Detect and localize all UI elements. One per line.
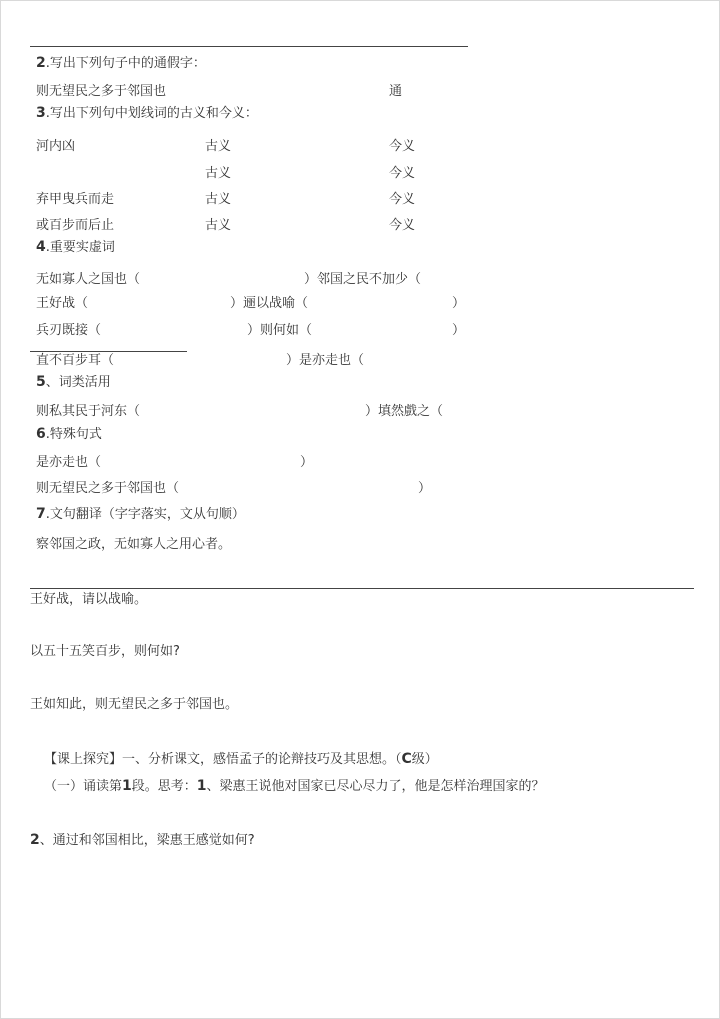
gujin-phrase: 或百步而后止 (36, 218, 115, 233)
gujin-gu-label: 古义 (205, 192, 232, 207)
section-7-heading (36, 505, 245, 524)
word-item: 则私其民于河东（ (36, 404, 141, 419)
q1-text: 、梁惠王说他对国家已尽心尽力了，他是怎样治理国家的？ (206, 779, 545, 794)
word-item: ） (452, 323, 466, 338)
section-title: .特殊句式 (45, 427, 102, 442)
sentence-item: ） (418, 481, 432, 496)
answer-line (30, 46, 468, 47)
word-item: 王好战（ (36, 296, 89, 311)
word-item: ）则何如（ (247, 323, 313, 338)
q1-prefix: （一）诵读第 (44, 779, 123, 794)
word-item: 兵刃既接（ (36, 323, 102, 338)
translation-sentence: 察邻国之政，无如寡人之用心者。 (36, 537, 232, 552)
gujin-phrase: 河内凶 (36, 139, 76, 154)
word-item: ）是亦走也（ (286, 353, 365, 368)
explore-question-2 (30, 831, 255, 850)
answer-line (30, 588, 694, 589)
explore-heading-text: 【课上探究】一、分析课文，感悟孟子的论辩技巧及其思想。（ (44, 752, 402, 767)
section-title: .写出下列句中划线词的古义和今义： (45, 106, 258, 121)
translation-sentence: 王好战，请以战喻。 (30, 592, 148, 607)
translation-sentence: 以五十五笑百步，则何如? (30, 644, 180, 659)
section-number: 4 (36, 239, 46, 255)
gujin-gu-label: 古义 (205, 166, 232, 181)
section-title: 、词类活用 (45, 375, 111, 390)
tongjia-answer-label: 通 (389, 84, 403, 99)
gujin-jin-label: 今义 (389, 166, 416, 181)
q1-mid: 段。思考： (131, 779, 197, 794)
section-number: 6 (36, 426, 46, 442)
section-title: .重要实虚词 (45, 240, 115, 255)
section-6-heading (36, 425, 102, 444)
gujin-jin-label: 今义 (389, 192, 416, 207)
question-number: 1 (196, 778, 207, 794)
gujin-phrase: 弃甲曳兵而走 (36, 192, 115, 207)
word-item: ）邻国之民不加少（ (304, 272, 422, 287)
gujin-gu-label: 古义 (205, 218, 232, 233)
section-number: 3 (36, 105, 46, 121)
explore-question-1 (44, 777, 545, 796)
explore-heading-end: 级） (411, 752, 438, 767)
section-number: 2 (36, 55, 46, 71)
gujin-jin-label: 今义 (389, 139, 416, 154)
word-item: ）填然戲之（ (365, 404, 444, 419)
section-4-heading (36, 238, 115, 257)
section-3-heading (36, 104, 258, 123)
section-number: 7 (36, 506, 46, 522)
sentence-item: 则无望民之多于邻国也（ (36, 481, 180, 496)
word-item: ） (452, 296, 466, 311)
section-number: 5 (36, 374, 46, 390)
tongjia-sentence: 则无望民之多于邻国也 (36, 84, 167, 99)
section-5-heading (36, 373, 111, 392)
q2-text: 、通过和邻国相比，梁惠王感觉如何? (39, 833, 255, 848)
section-title: .写出下列句子中的通假字： (45, 56, 206, 71)
paragraph-number: 1 (122, 778, 132, 794)
question-number: 2 (30, 832, 40, 848)
grade-letter: C (401, 751, 412, 767)
gujin-gu-label: 古义 (205, 139, 232, 154)
sentence-item: 是亦走也（ (36, 455, 102, 470)
explore-heading (44, 750, 438, 769)
section-title: .文句翻译（字字落实，文从句顺） (45, 507, 245, 522)
word-item: 直不百步耳（ (36, 353, 115, 368)
word-item: ）逦以战喻（ (230, 296, 309, 311)
sentence-item: ） (300, 455, 314, 470)
gujin-jin-label: 今义 (389, 218, 416, 233)
word-item: 无如寡人之国也（ (36, 272, 141, 287)
translation-sentence: 王如知此，则无望民之多于邻国也。 (30, 697, 239, 712)
section-2-heading (36, 54, 206, 73)
